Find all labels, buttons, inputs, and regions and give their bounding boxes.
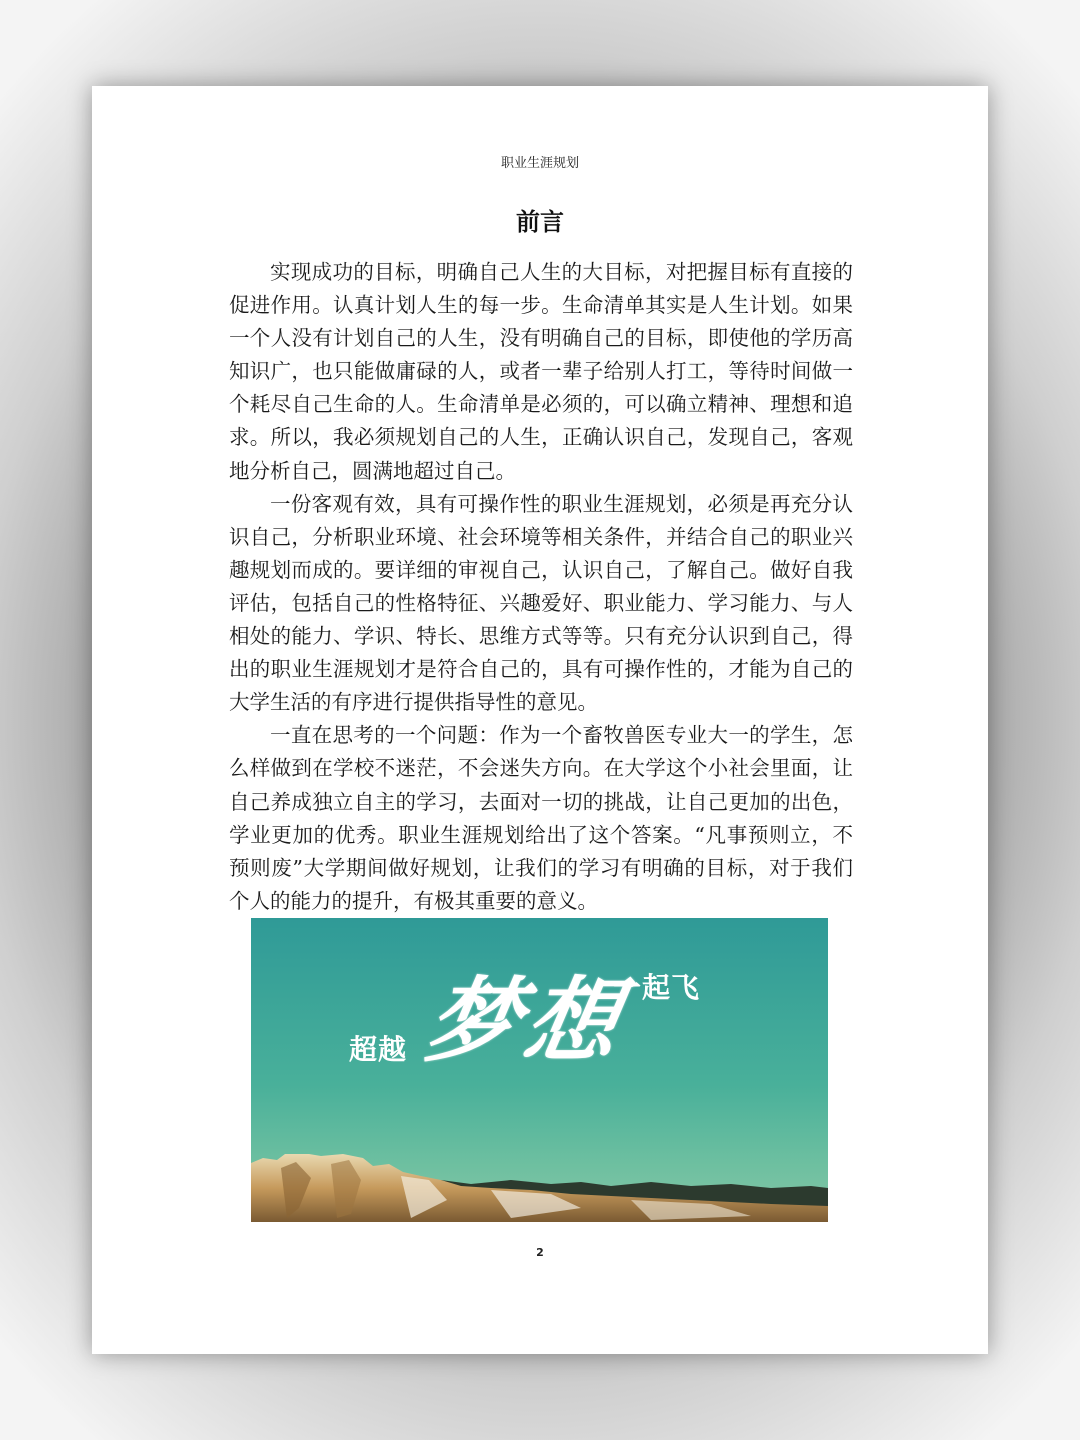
banner-text-lead: 超越 — [349, 1033, 408, 1066]
banner-text-main: 梦想 — [418, 967, 634, 1075]
paragraph: 一直在思考的一个问题：作为一个畜牧兽医专业大一的学生，怎么样做到在学校不迷茫，不会迷失方向。在大学这个小社会里面，让自己养成独立自主的学习，去面对一切的挑战，让自己更加的出色，学业更加的优秀。职业生涯规划给出了这个答案。“凡事预则立，不预则废”大学期间做好规划，让我们的学习有明确的目标，对于我们个人的能力的提升，有极其重要的意义。 — [229, 723, 853, 913]
paragraph: 实现成功的目标，明确自己人生的大目标，对把握目标有直接的促进作用。认真计划人生的每一步。生命清单其实是人生计划。如果一个人没有计划自己的人生，没有明确自己的目标，即使他的学历高知识广，也只能做庸碌的人，或者一辈子给别人打工，等待时间做一个耗尽自己生命的人。生命清单是必须的，可以确立精神、理想和追求。所以，我必须规划自己的人生，正确认识自己，发现自己，客观地分析自己，圆满地超过自己。 — [229, 260, 853, 483]
dream-banner-image — [251, 918, 828, 1222]
banner-text-tail: 一起飞 — [613, 971, 701, 1004]
paragraph: 一份客观有效，具有可操作性的职业生涯规划，必须是再充分认识自己，分析职业环境、社会环境等相关条件，并结合自己的职业兴趣规划而成的。要详细的审视自己，认识自己，了解自己。做好自我评估，包括自己的性格特征、兴趣爱好、职业能力、学习能力、与人相处的能力、学识、特长、思维方式等等。只有充分认识到自己，得出的职业生涯规划才是符合自己的，具有可操作性的，才能为自己的大学生活的有序进行提供指导性的意见。 — [229, 491, 853, 715]
body-text — [229, 256, 853, 918]
page-number: 2 — [536, 1246, 544, 1259]
page-title: 前言 — [516, 208, 564, 236]
document-page — [92, 86, 988, 1354]
running-header: 职业生涯规划 — [500, 156, 579, 171]
